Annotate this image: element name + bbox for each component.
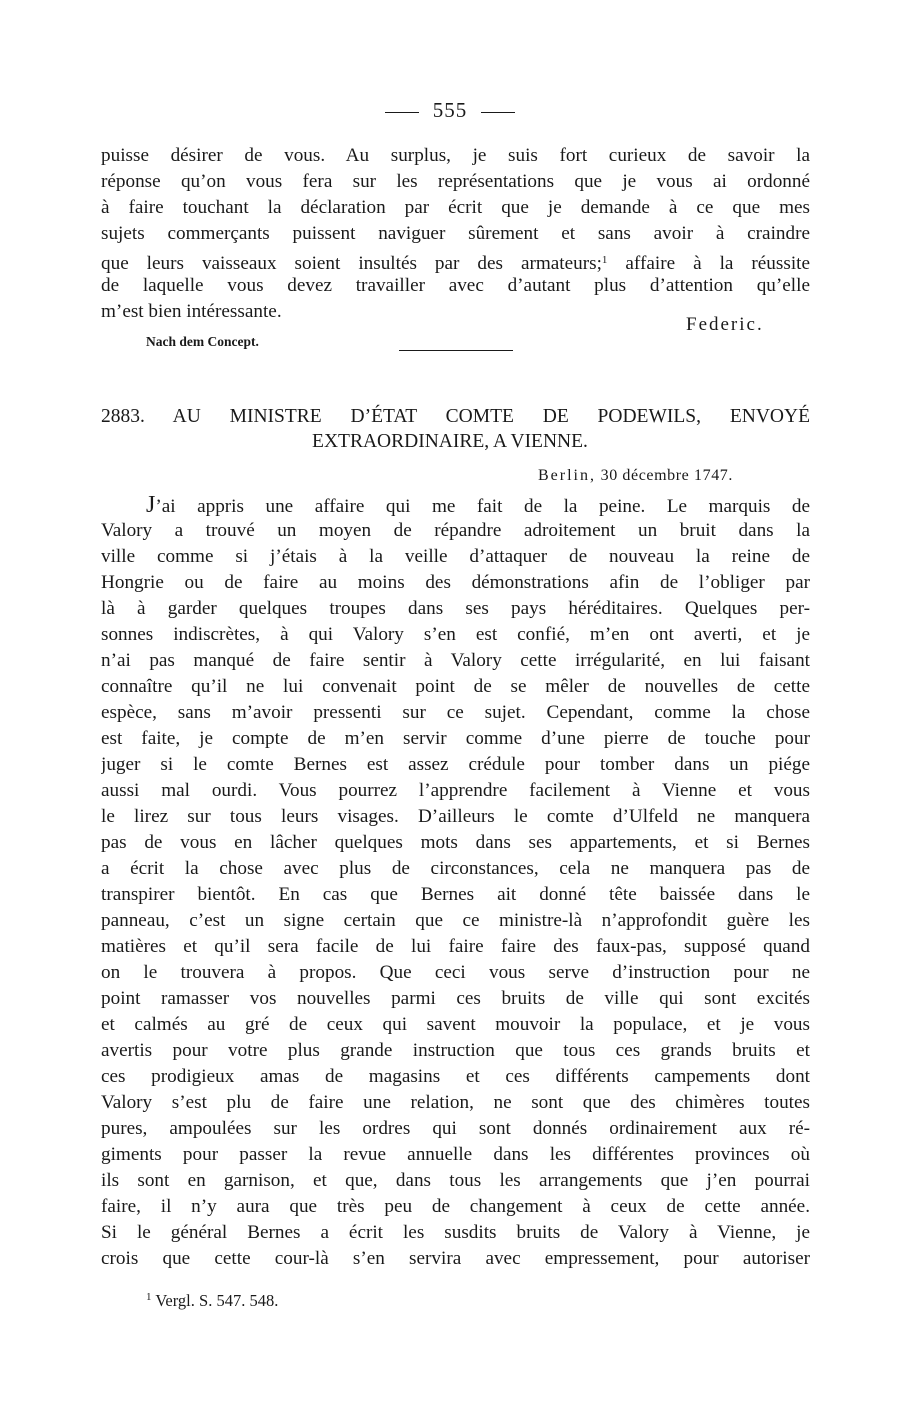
dateline (538, 467, 733, 485)
text-segment: ’ai appris une affaire qui me fait de la peine. Le marquis de (155, 496, 810, 517)
text-segment: que leurs vaisseaux soient insultés par des armateurs; (101, 253, 602, 273)
text-line: giments pour passer la revue annuelle dans les différentes provinces où (101, 1144, 810, 1165)
text-line: transpirer bientôt. En cas que Bernes ait donné tête baissée dans le (101, 884, 810, 905)
date-place: Berlin, (538, 467, 596, 484)
text-line: pures, ampoulées sur les ordres qui sont donnés ordinairement aux ré- (101, 1118, 810, 1139)
footnote (146, 1291, 278, 1311)
text-line: le lirez sur tous leurs visages. D’ailleurs le comte d’Ulfeld ne manquera (101, 806, 810, 827)
page-number-value: 555 (432, 98, 468, 122)
text-line: juger si le comte Bernes est assez crédule pour tomber dans un piége (101, 754, 810, 775)
text-segment: affaire à la réussite (625, 253, 810, 273)
heading-text: AU MINISTRE D’ÉTAT COMTE DE PODEWILS, ENVOYÉ (172, 406, 810, 427)
text-line: avertis pour votre plus grande instruction que tous ces grands bruits et (101, 1040, 810, 1061)
text-line: faire, il n’y aura que très peu de changement à ceux de cette année. (101, 1196, 810, 1217)
heading-line-1 (101, 404, 810, 430)
footnote-marker: 1 (146, 1291, 152, 1303)
letter-number: 2883. (101, 406, 145, 427)
text-line: crois que cette cour-là s’en servira avec empressement, pour autoriser (101, 1248, 810, 1269)
text-line: puisse désirer de vous. Au surplus, je suis fort curieux de savoir la (101, 145, 810, 166)
text-line: est faite, je compte de m’en servir comme d’une pierre de touche pour (101, 728, 810, 749)
text-line: n’ai pas manqué de faire sentir à Valory cette irrégularité, en lui faisant (101, 650, 810, 671)
section-divider (399, 350, 513, 351)
text-line: là à garder quelques troupes dans ses pays héréditaires. Quelques per- (101, 598, 810, 619)
signature: Federic. (686, 314, 764, 335)
text-line: ils sont en garnison, et que, dans tous les arrangements que j’en pourrai (101, 1170, 810, 1191)
text-line: m’est bien intéressante. (101, 301, 282, 322)
text-line: Si le général Bernes a écrit les susdits bruits de Valory à Vienne, je (101, 1222, 810, 1243)
text-line: aussi mal ourdi. Vous pourrez l’apprendre facilement à Vienne et vous (101, 780, 810, 801)
text-line: espèce, sans m’avoir pressenti sur ce sujet. Cependant, comme la chose (101, 702, 810, 723)
text-line: Valory s’est plu de faire une relation, ne sont que des chimères toutes (101, 1092, 810, 1113)
page-number-dash-left (385, 112, 419, 113)
initial-letter: J (146, 492, 156, 518)
text-line: sujets commerçants puissent naviguer sûrement et sans avoir à craindre (101, 223, 810, 244)
text-line: et calmés au gré de ceux qui savent mouvoir la populace, et je vous (101, 1014, 810, 1035)
text-line: sonnes indiscrètes, à qui Valory s’en est confié, m’en ont averti, et je (101, 624, 810, 645)
text-line: Valory a trouvé un moyen de répandre adroitement un bruit dans la (101, 520, 810, 541)
text-line: point ramasser vos nouvelles parmi ces bruits de ville qui sont excités (101, 988, 810, 1009)
text-line: pas de vous en lâcher quelques mots dans ses appartements, et si Bernes (101, 832, 810, 853)
text-line: à faire touchant la déclaration par écrit que je demande à ce que mes (101, 197, 810, 218)
text-line: connaître qu’il ne lui convenait point de se mêler de nouvelles de cette (101, 676, 810, 697)
page-number (0, 98, 900, 123)
heading-line-2: EXTRAORDINAIRE, A VIENNE. (312, 431, 588, 452)
text-line: a écrit la chose avec plus de circonstances, cela ne manquera pas de (101, 858, 810, 879)
text-line: panneau, c’est un signe certain que ce ministre-là n’approfondit guère les (101, 910, 810, 931)
text-line: on le trouvera à propos. Que ceci vous serve d’instruction pour ne (101, 962, 810, 983)
date-value: 30 décembre 1747. (600, 467, 733, 484)
text-line: de laquelle vous devez travailler avec d’autant plus d’attention qu’elle (101, 275, 810, 296)
source-note: Nach dem Concept. (146, 334, 259, 349)
text-line: ces prodigieux amas de magasins et ces différents campements dont (101, 1066, 810, 1087)
text-line: réponse qu’on vous fera sur les représentations que je vous ai ordonné (101, 171, 810, 192)
text-line (101, 247, 810, 273)
text-line: Hongrie ou de faire au moins des démonstrations afin de l’obliger par (101, 572, 810, 593)
page-number-dash-right (481, 112, 515, 113)
text-line: ville comme si j’étais à la veille d’attaquer de nouveau la reine de (101, 546, 810, 567)
footnote-ref: 1 (601, 254, 608, 266)
footnote-text: Vergl. S. 547. 548. (155, 1291, 279, 1310)
text-line: matières et qu’il sera facile de lui faire faire des faux-pas, supposé quand (101, 936, 810, 957)
text-line (146, 492, 810, 518)
